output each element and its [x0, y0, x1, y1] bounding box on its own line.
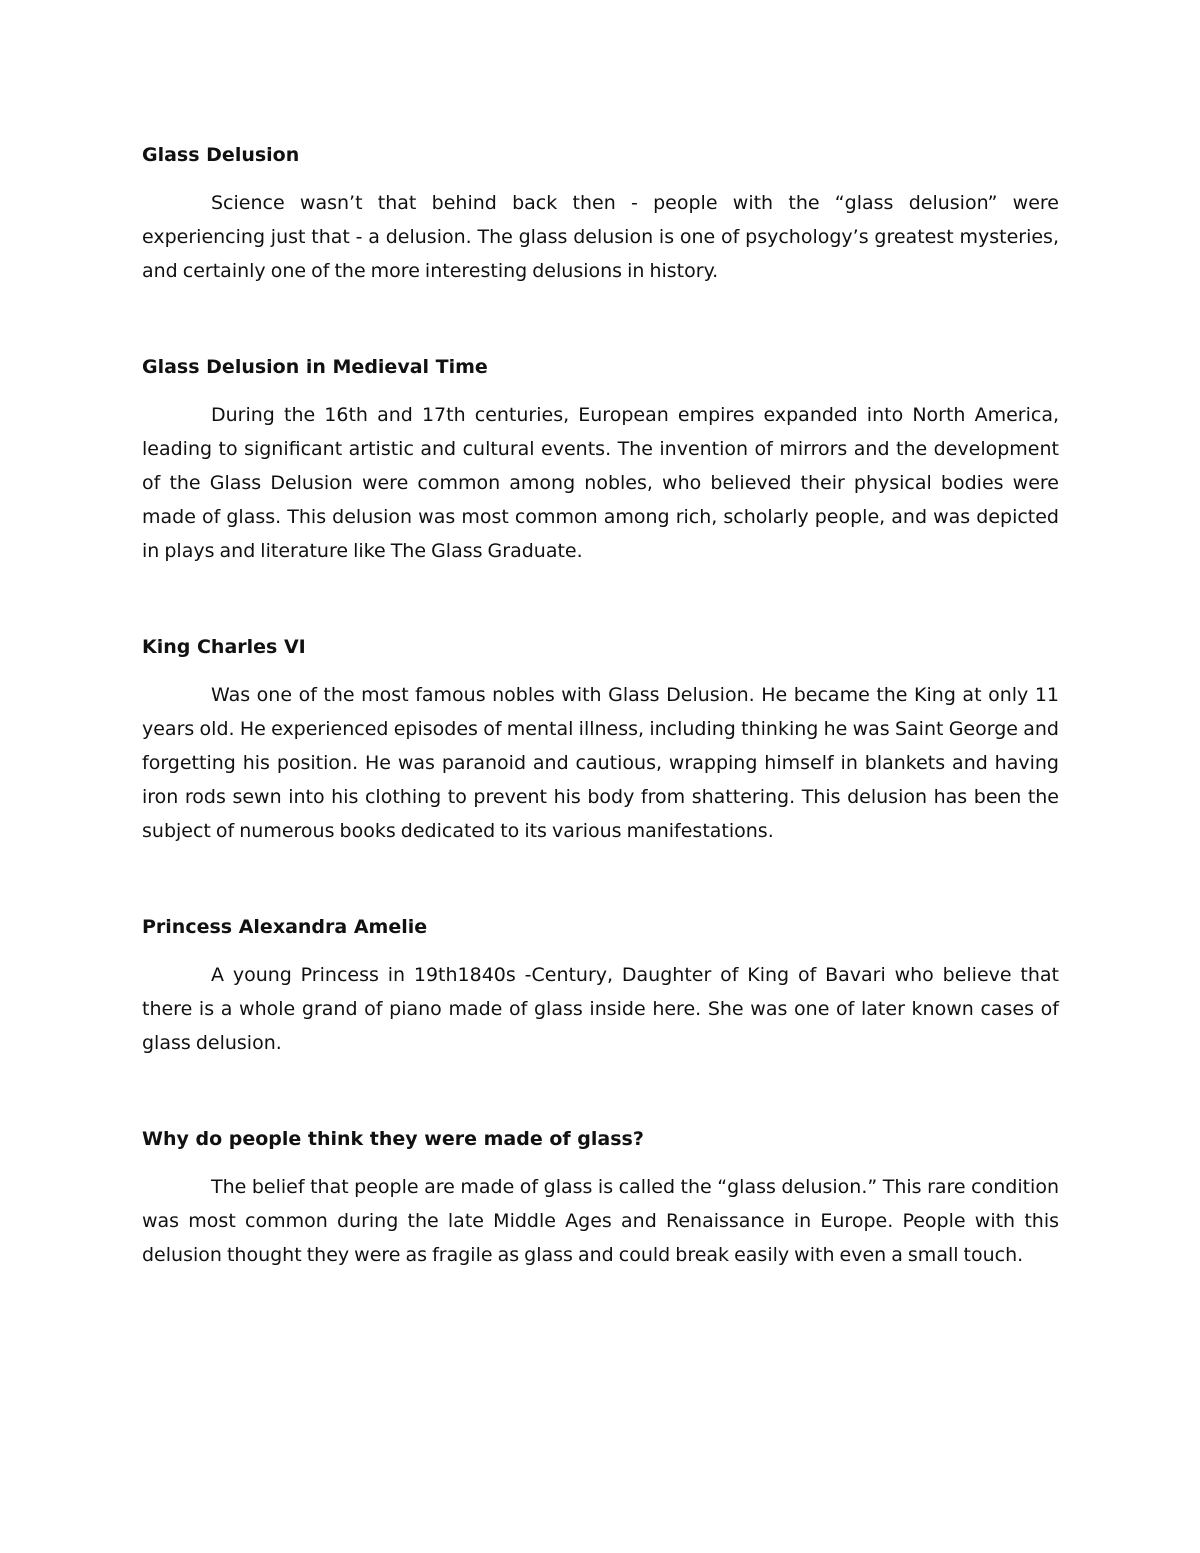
section-heading: Glass Delusion	[142, 144, 300, 166]
section-glass-delusion	[142, 138, 1059, 288]
section-heading: Glass Delusion in Medieval Time	[142, 356, 488, 378]
section-princess-alexandra	[142, 910, 1059, 1060]
section-paragraph: During the 16th and 17th centuries, European empires expanded into North America, leading to significant artistic and cultural events. The invention of mirrors and the development of the Glass Delusion were common among nobles, who believed their physical bodies were made of glass. This delusion was most common among rich, scholarly people, and was depicted in plays and literature like The Glass Graduate.	[142, 404, 1059, 562]
section-paragraph: The belief that people are made of glass is called the “glass delusion.” This rare condition was most common during the late Middle Ages and Renaissance in Europe. People with this delusion thought they were as fragile as glass and could break easily with even a small touch.	[142, 1176, 1059, 1266]
section-heading: Why do people think they were made of glass?	[142, 1128, 644, 1150]
section-heading: King Charles VI	[142, 636, 306, 658]
section-paragraph: Science wasn’t that behind back then - people with the “glass delusion” were experiencing just that - a delusion. The glass delusion is one of psychology’s greatest mysteries, and certainly one of the more interesting delusions in history.	[142, 192, 1059, 282]
section-medieval-time	[142, 350, 1059, 568]
section-king-charles	[142, 630, 1059, 848]
section-paragraph: Was one of the most famous nobles with Glass Delusion. He became the King at only 11 years old. He experienced episodes of mental illness, including thinking he was Saint George and forgetting his position. He was paranoid and cautious, wrapping himself in blankets and having iron rods sewn into his clothing to prevent his body from shattering. This delusion has been the subject of numerous books dedicated to its various manifestations.	[142, 684, 1059, 842]
document-page	[142, 138, 1059, 1272]
section-why-glass	[142, 1122, 1059, 1272]
section-paragraph: A young Princess in 19th1840s -Century, Daughter of King of Bavari who believe that there is a whole grand of piano made of glass inside here. She was one of later known cases of glass delusion.	[142, 964, 1059, 1054]
section-heading: Princess Alexandra Amelie	[142, 916, 428, 938]
